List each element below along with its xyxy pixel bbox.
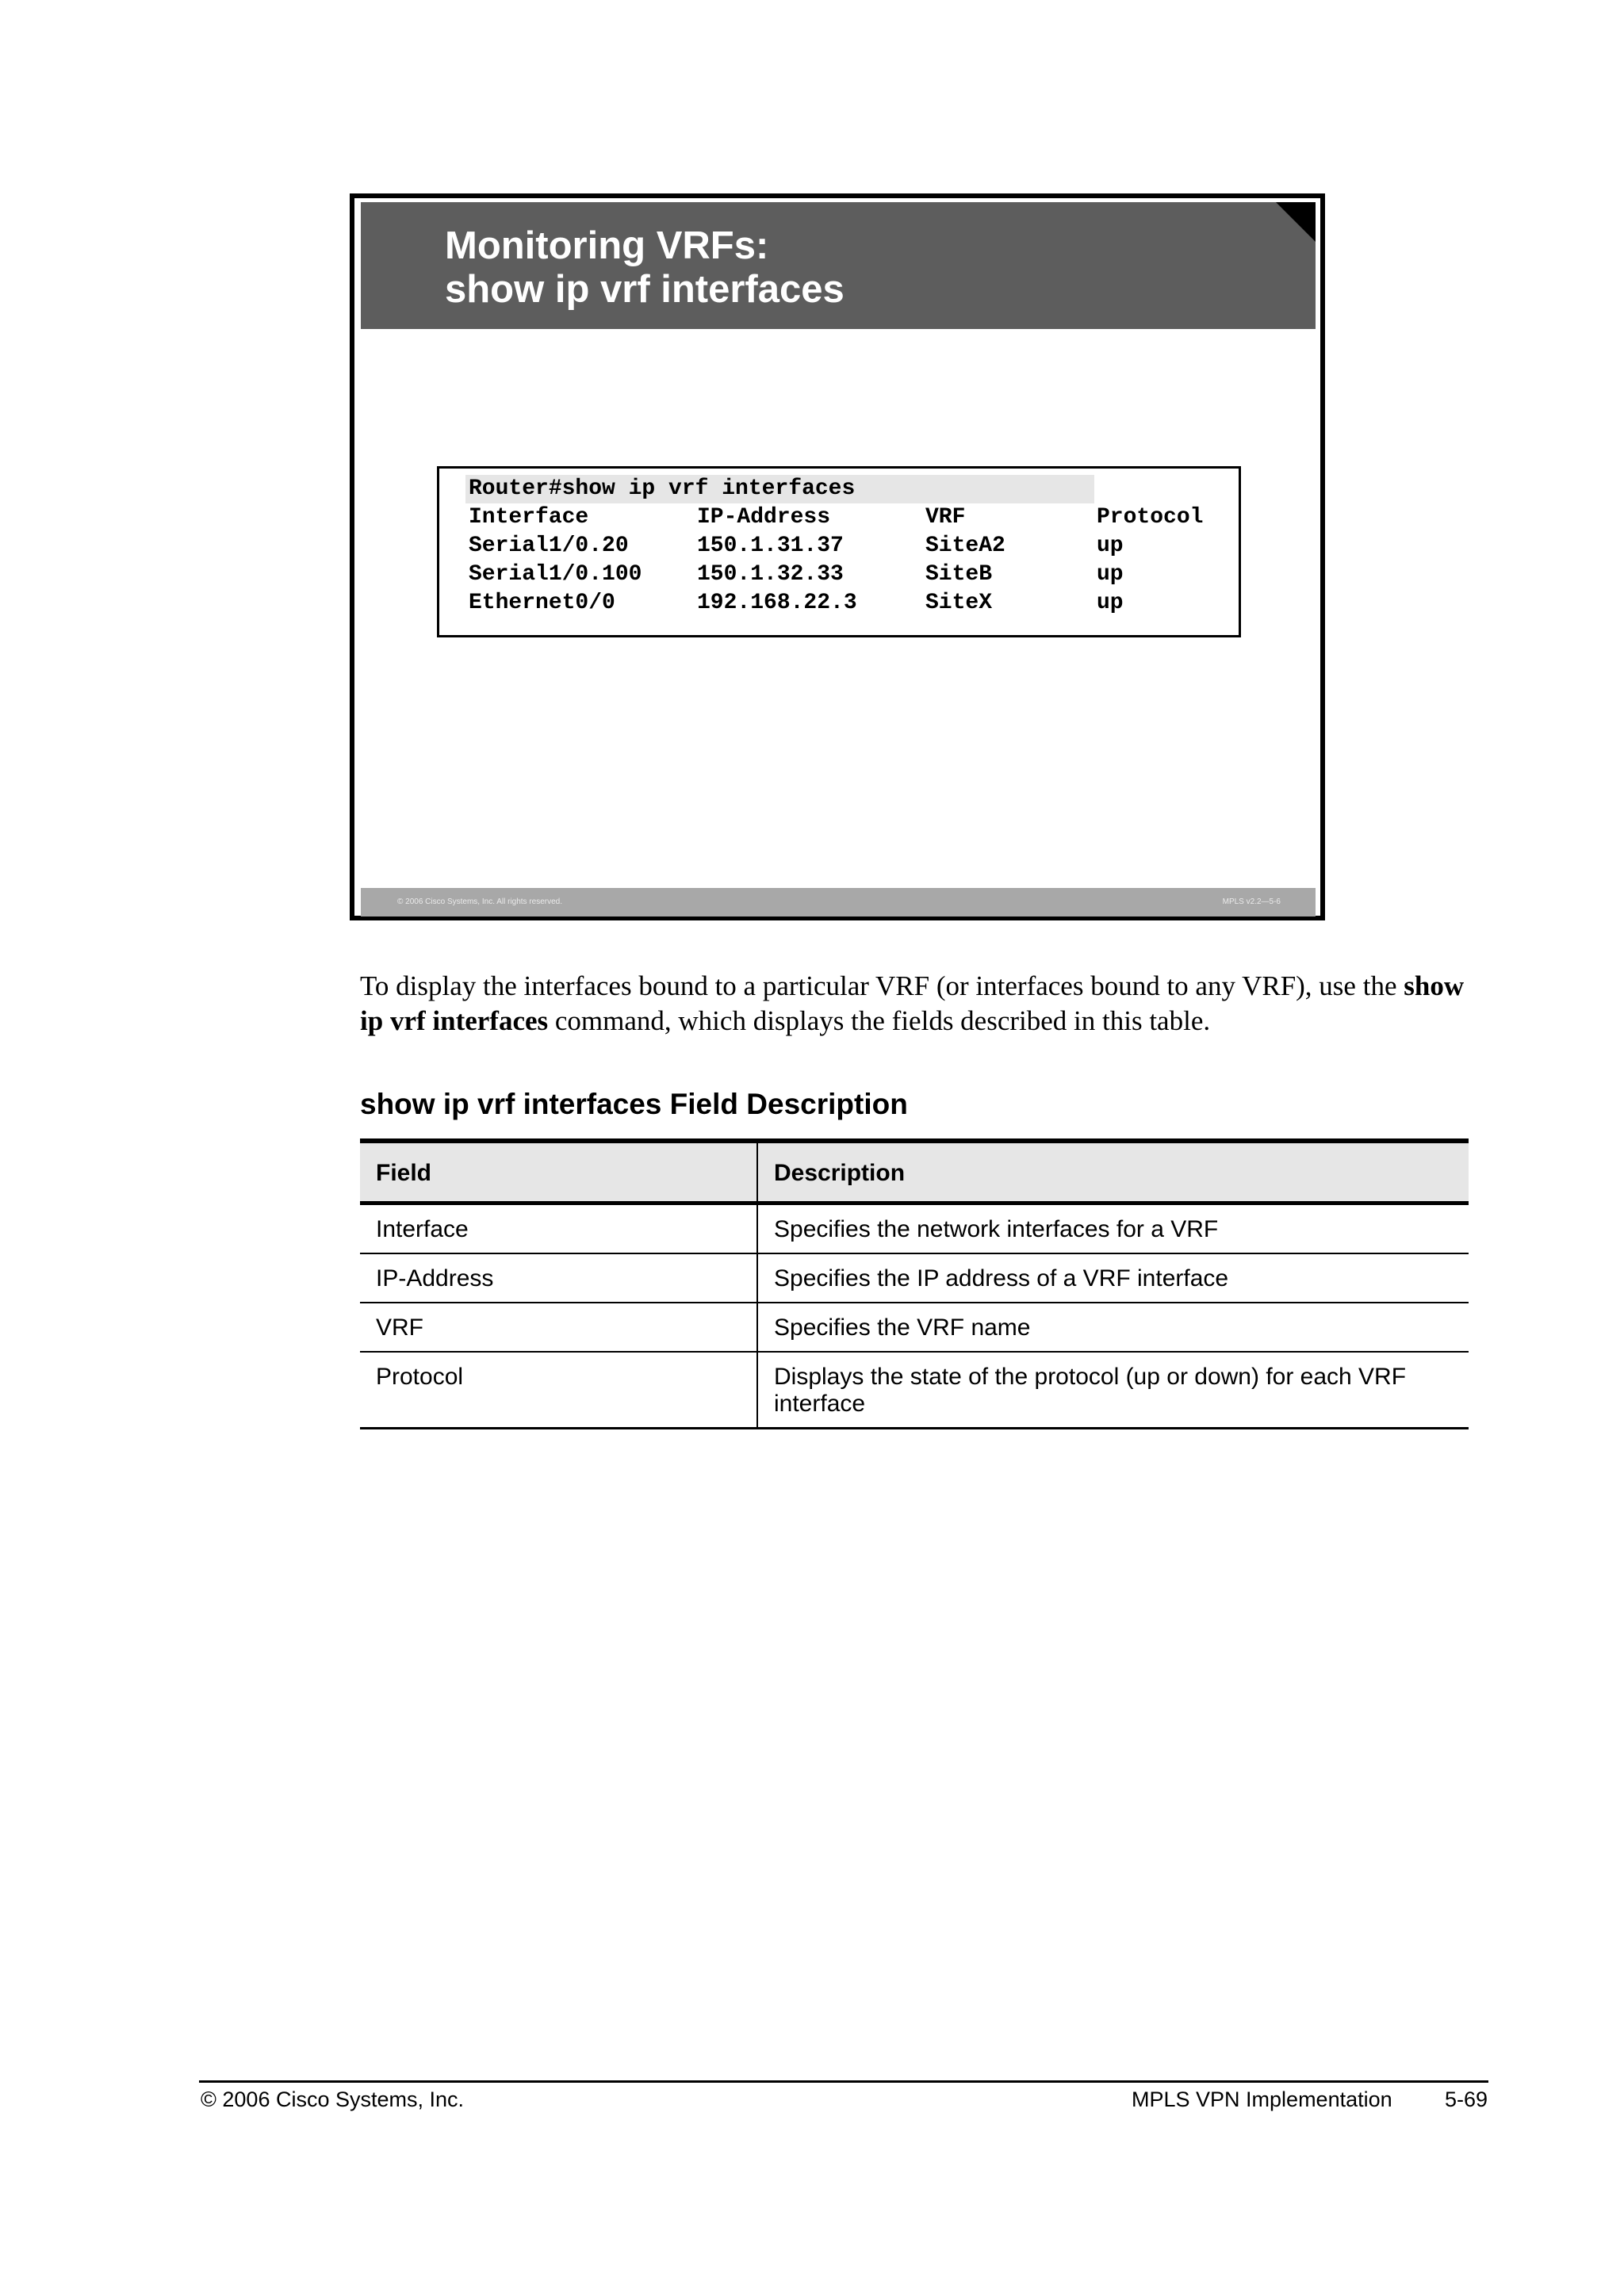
cli-cell-protocol: up bbox=[1097, 591, 1124, 615]
cli-cell-protocol: up bbox=[1097, 562, 1124, 587]
cli-command-highlight bbox=[465, 475, 1094, 503]
table-row bbox=[360, 1352, 1469, 1429]
column-header-description: Description bbox=[757, 1141, 1469, 1203]
description-cell: Specifies the network interfaces for a VRF bbox=[757, 1203, 1469, 1254]
cli-header-vrf: VRF bbox=[925, 505, 966, 530]
footer-book-title: MPLS VPN Implementation bbox=[1132, 2087, 1392, 2111]
intro-paragraph bbox=[360, 969, 1486, 1039]
footer-divider bbox=[199, 2080, 1488, 2083]
slide-course-code: MPLS v2.2—5-6 bbox=[1222, 897, 1281, 906]
slide-title bbox=[445, 224, 845, 312]
slide-copyright: © 2006 Cisco Systems, Inc. All rights reserved. bbox=[397, 897, 563, 906]
field-cell: VRF bbox=[360, 1303, 757, 1352]
intro-command-bold: show ip vrf interfaces bbox=[360, 970, 1465, 1036]
footer-copyright: © 2006 Cisco Systems, Inc. bbox=[201, 2087, 465, 2111]
description-cell: Specifies the IP address of a VRF interface bbox=[757, 1253, 1469, 1303]
cli-cell-vrf: SiteX bbox=[925, 591, 993, 615]
slide-title-line1: Monitoring VRFs: bbox=[445, 224, 769, 267]
slide-frame bbox=[350, 193, 1325, 920]
footer-page-number: 5-69 bbox=[1445, 2087, 1488, 2111]
table-row bbox=[360, 1253, 1469, 1303]
field-cell: Protocol bbox=[360, 1352, 757, 1429]
cli-cell-interface: Serial1/0.100 bbox=[469, 562, 642, 587]
cli-cell-interface: Ethernet0/0 bbox=[469, 591, 615, 615]
table-header-row bbox=[360, 1141, 1469, 1203]
cli-row bbox=[439, 532, 1239, 561]
intro-text-part2: command, which displays the fields described in this table. bbox=[548, 1005, 1211, 1036]
table-heading: show ip vrf interfaces Field Description bbox=[360, 1088, 908, 1120]
column-header-field: Field bbox=[360, 1141, 757, 1203]
slide-header bbox=[361, 202, 1316, 329]
cli-cell-interface: Serial1/0.20 bbox=[469, 534, 629, 558]
cli-command: Router#show ip vrf interfaces bbox=[469, 476, 856, 501]
field-cell: Interface bbox=[360, 1203, 757, 1254]
cli-row bbox=[439, 561, 1239, 589]
description-line2: interface bbox=[774, 1391, 866, 1417]
cli-cell-ip: 150.1.32.33 bbox=[697, 562, 844, 587]
cli-cell-vrf: SiteB bbox=[925, 562, 993, 587]
cli-cell-vrf: SiteA2 bbox=[925, 534, 1005, 558]
cli-header-row bbox=[439, 503, 1239, 532]
description-cell: Specifies the VRF name bbox=[757, 1303, 1469, 1352]
table-row bbox=[360, 1303, 1469, 1352]
cli-cell-protocol: up bbox=[1097, 534, 1124, 558]
field-description-table bbox=[360, 1138, 1469, 1429]
cli-cell-ip: 150.1.31.37 bbox=[697, 534, 844, 558]
cli-header-interface: Interface bbox=[469, 505, 589, 530]
slide-corner-mark bbox=[1276, 202, 1316, 242]
intro-text-part1: To display the interfaces bound to a particular VRF (or interfaces bound to any VRF), use the bbox=[360, 970, 1404, 1001]
cli-row bbox=[439, 589, 1239, 618]
cli-header-protocol: Protocol bbox=[1097, 505, 1204, 530]
description-line1: Displays the state of the protocol (up or down) for each VRF bbox=[774, 1364, 1407, 1390]
table-row bbox=[360, 1203, 1469, 1254]
slide-title-line2: show ip vrf interfaces bbox=[445, 268, 845, 311]
cli-output-box bbox=[437, 466, 1241, 637]
cli-cell-ip: 192.168.22.3 bbox=[697, 591, 857, 615]
description-cell bbox=[757, 1352, 1469, 1429]
slide-footer bbox=[361, 888, 1316, 916]
field-cell: IP-Address bbox=[360, 1253, 757, 1303]
cli-header-ip: IP-Address bbox=[697, 505, 831, 530]
